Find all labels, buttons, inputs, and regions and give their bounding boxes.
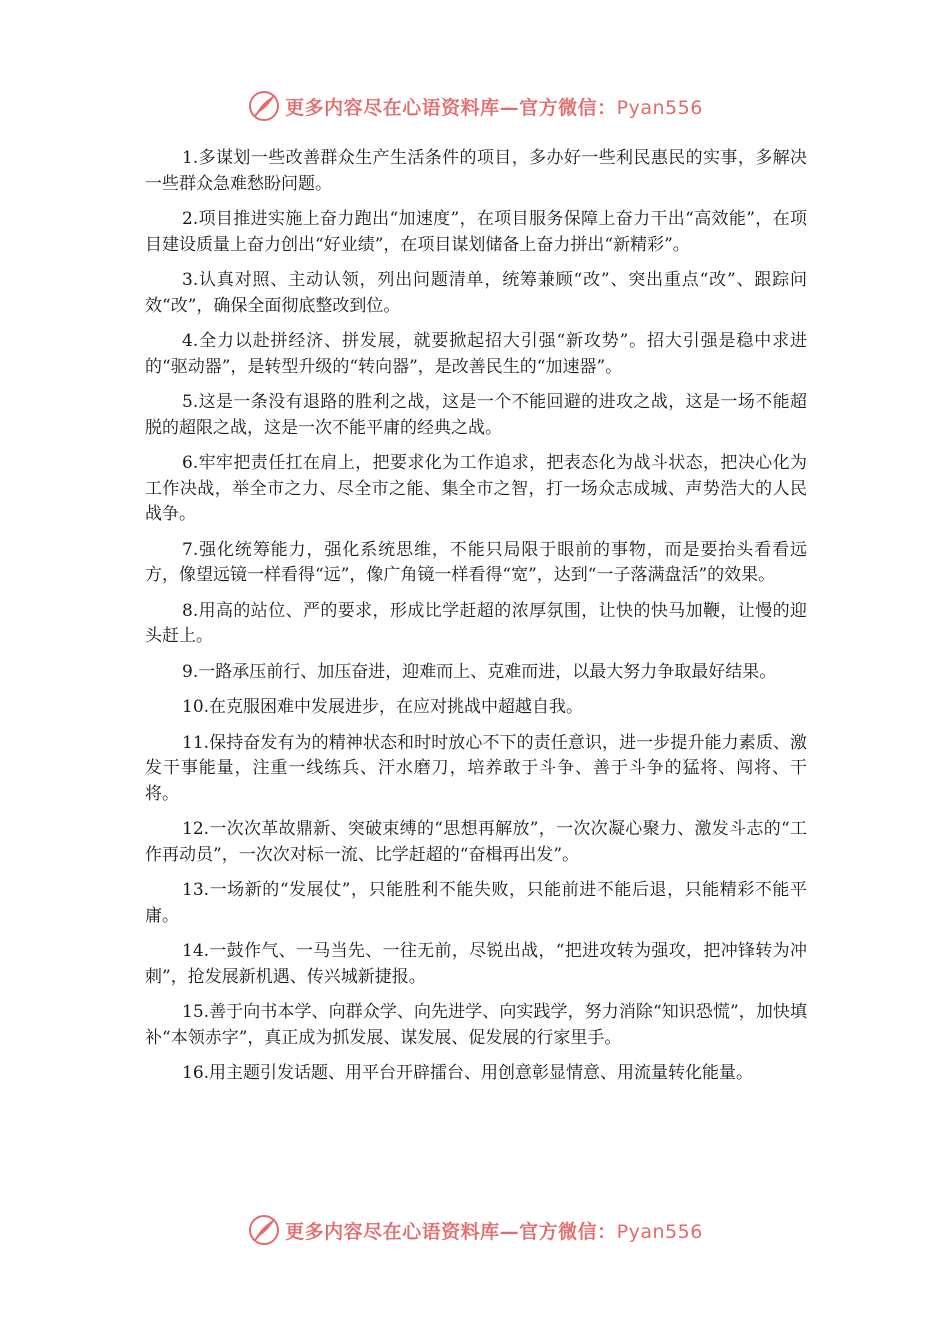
footer-banner-wechat-id: Pyan556 [616,1220,703,1243]
list-item: 8.用高的站位、严的要求，形成比学赶超的浓厚氛围，让快的快马加鞭，让慢的迎头赶上。 [145,600,807,646]
quill-logo-icon [247,1213,281,1247]
list-item: 10.在克服困难中发展进步，在应对挑战中超越自我。 [182,697,584,717]
list-item: 7.强化统筹能力，强化系统思维，不能只局限于眼前的事物，而是要抬头看看远方，像望远镜一样看得“远”，像广角镜一样看得“宽”，达到“一子落满盘活”的效果。 [145,539,807,585]
list-item: 5.这是一条没有退路的胜利之战，这是一个不能回避的进攻之战，这是一场不能超脱的超限之战，这是一次不能平庸的经典之战。 [145,392,807,438]
banner-wechat-id: Pyan556 [616,96,703,119]
footer-banner [0,1210,950,1250]
list-item: 16.用主题引发话题、用平台开辟擂台、用创意彰显情意、用流量转化能量。 [182,1063,754,1083]
footer-banner-slogan: 更多内容尽在心语资料库—官方微信： [285,1220,617,1243]
list-item: 2.项目推进实施上奋力跑出“加速度”，在项目服务保障上奋力干出“高效能”，在项目建设质量上奋力创出“好业绩”，在项目谋划储备上奋力拼出“新精彩”。 [145,209,807,255]
list-item: 13.一场新的“发展仗”，只能胜利不能失败，只能前进不能后退，只能精彩不能平庸。 [145,880,807,926]
list-item: 12.一次次革故鼎新、突破束缚的“思想再解放”，一次次凝心聚力、激发斗志的“工作再动员”，一次次对标一流、比学赶超的“奋楫再出发”。 [145,819,807,865]
document-body [145,146,807,1097]
banner-slogan: 更多内容尽在心语资料库—官方微信： [285,96,617,119]
header-banner [0,86,950,126]
list-item: 11.保持奋发有为的精神状态和时时放心不下的责任意识，进一步提升能力素质、激发干事能量，注重一线练兵、汗水磨刀，培养敢于斗争、善于斗争的猛将、闯将、干将。 [145,732,807,804]
banner-text [285,93,703,120]
quill-logo-icon [247,89,281,123]
list-item: 6.牢牢把责任扛在肩上，把要求化为工作追求，把表态化为战斗状态，把决心化为工作决战，举全市之力、尽全市之能、集全市之智，打一场众志成城、声势浩大的人民战争。 [145,453,807,524]
list-item: 1.多谋划一些改善群众生产生活条件的项目，多办好一些利民惠民的实事，多解决一些群众急难愁盼问题。 [145,148,807,194]
list-item: 14.一鼓作气、一马当先、一往无前，尽锐出战，“把进攻转为强攻，把冲锋转为冲刺”，抢发展新机遇、传兴城新捷报。 [145,941,807,987]
list-item: 15.善于向书本学、向群众学、向先进学、向实践学，努力消除“知识恐慌”，加快填补“本领赤字”，真正成为抓发展、谋发展、促发展的行家里手。 [145,1002,807,1048]
list-item: 9.一路承压前行、加压奋进，迎难而上、克难而进，以最大努力争取最好结果。 [182,661,777,682]
list-item: 3.认真对照、主动认领，列出问题清单，统筹兼顾“改”、突出重点“改”、跟踪问效“改”，确保全面彻底整改到位。 [145,270,807,316]
list-item: 4.全力以赴拼经济、拼发展，就要掀起招大引强“新攻势”。招大引强是稳中求进的“驱动器”，是转型升级的“转向器”，是改善民生的“加速器”。 [145,331,807,377]
footer-banner-text [285,1217,703,1244]
